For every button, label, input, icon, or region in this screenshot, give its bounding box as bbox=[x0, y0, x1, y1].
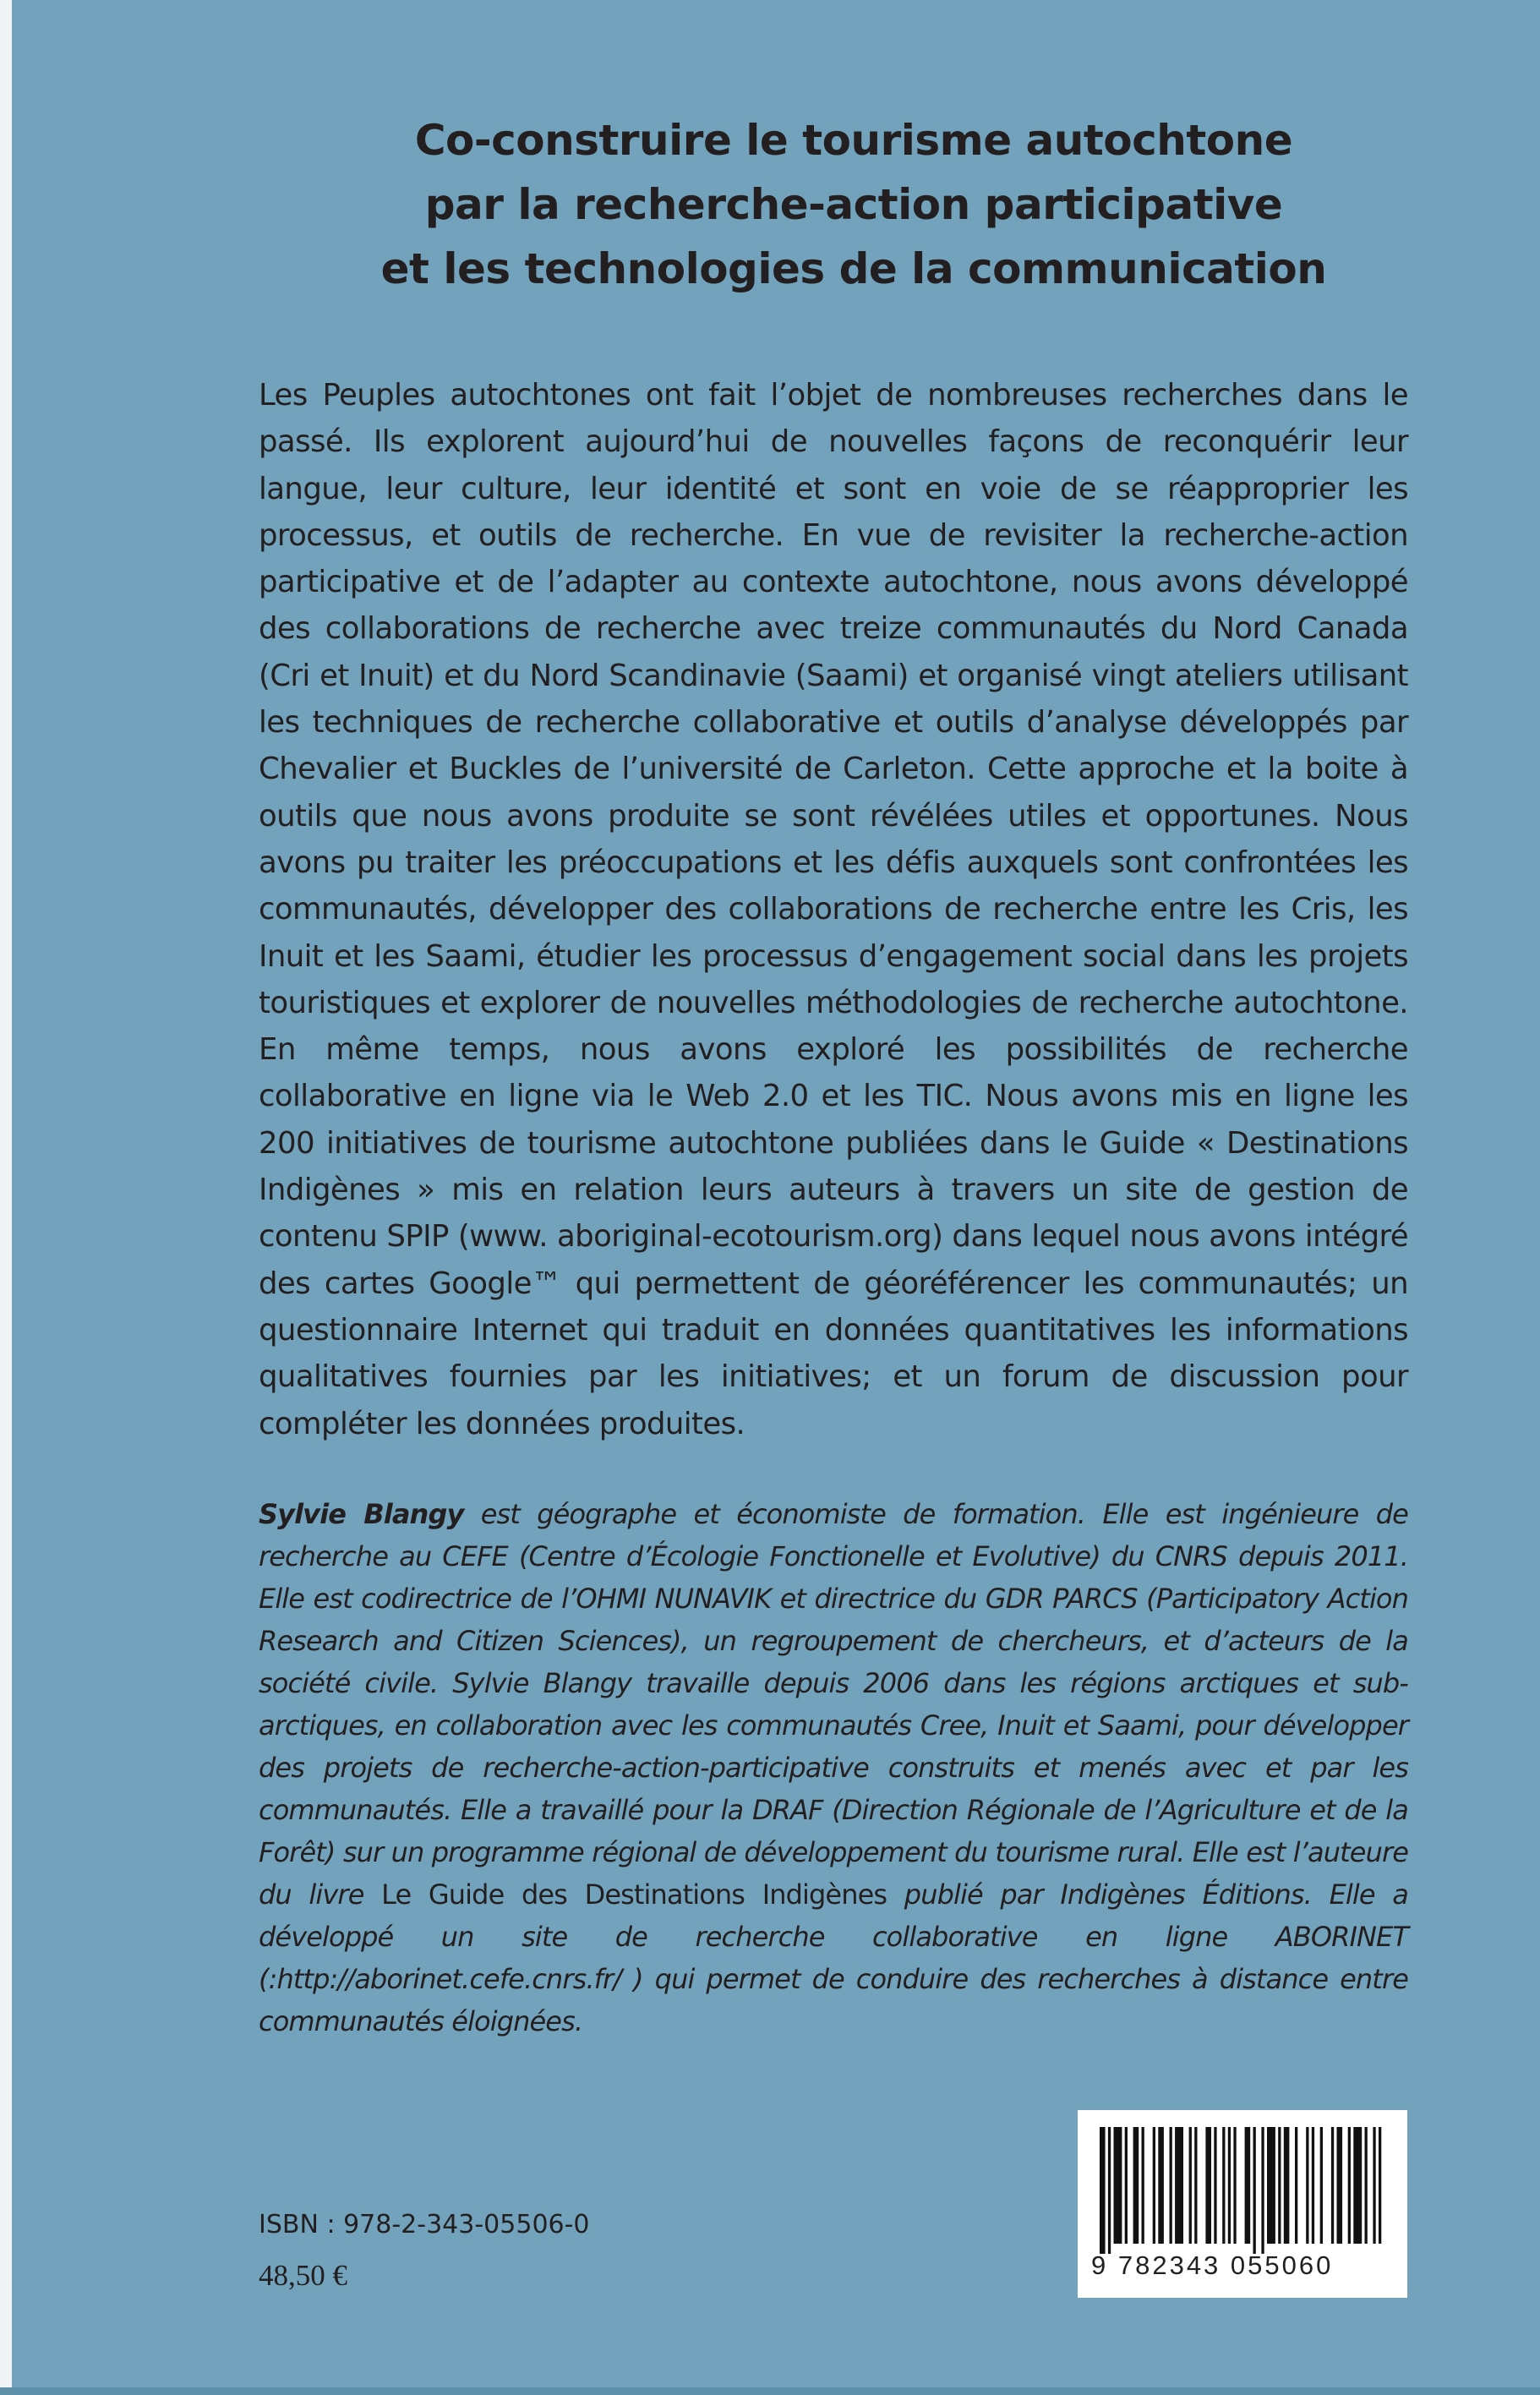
book-title bbox=[254, 108, 1454, 301]
isbn-label: ISBN : 978-2-343-05506-0 bbox=[259, 2210, 590, 2239]
summary-paragraph: Les Peuples autochtones ont fait l’objet de nombreuses recherches dans le passé. Ils explorent aujourd’hui de nouvelles façons de reconquérir leur langue, leur culture, leur identité et sont en voie de se réapproprier les processus, et outils de recherche. En vue de revisiter la recherche-action participative et de l’adapter au contexte autochtone, nous avons développé des collaborations de recherche avec treize communautés du Nord Canada (Cri et Inuit) et du Nord Scandinavie (Saami) et organisé vingt ateliers utilisant les techniques de recherche collaborative et outils d’analyse développés par Chevalier et Buckles de l’université de Carleton. Cette approche et la boite à outils que nous avons produite se sont révélées utiles et opportunes. Nous avons pu traiter les préoccupations et les défis auxquels sont confrontées les communautés, développer des collaborations de recherche entre les Cris, les Inuit et les Saami, étudier les processus d’engagement social dans les projets touristiques et explorer de nouvelles méthodologies de recherche autochtone. En même temps, nous avons exploré les possibilités de recherche collaborative en ligne via le Web 2.0 et les TIC. Nous avons mis en ligne les 200 initiatives de tourisme autochtone publiées dans le Guide « Destinations Indigènes » mis en relation leurs auteurs à travers un site de gestion de contenu SPIP (www. aboriginal-ecotourism.org) dans lequel nous avons intégré des cartes Google™ qui permettent de géoréférencer les communautés; un questionnaire Internet qui traduit en données quantitatives les informations qualitatives fournies par les initiatives; et un forum de discussion pour compléter les données produites. bbox=[259, 378, 1408, 1441]
title-line-3: et les technologies de la communication bbox=[380, 244, 1327, 293]
left-edge-stripe bbox=[0, 0, 12, 2395]
title-line-1: Co-construire le tourisme autochtone bbox=[414, 116, 1293, 165]
barcode-bars bbox=[1095, 2127, 1390, 2254]
bio-text-2: publié par Indigènes Éditions. Elle a développé un site de recherche collaborative en ligne ABORINET (:http://aborinet.cefe.cnrs.fr/ ) qui permet de conduire des recherches à distance entre communautés éloignées. bbox=[259, 1878, 1408, 2037]
bio-book-title: Le Guide des Destinations Indigènes bbox=[381, 1878, 887, 1911]
bottom-edge bbox=[0, 2387, 1540, 2395]
bio-text-1: est géographe et économiste de formation. Elle est ingénieure de recherche au CEFE (Centre d’Écologie Fonctionelle et Evolutive) du CNRS depuis 2011. Elle est codirectrice de l’OHMI NUNAVIK et directrice du GDR PARCS (Participatory Action Research and Citizen Sciences), un regroupement de chercheurs, et d’acteurs de la société civile. Sylvie Blangy travaille depuis 2006 dans les régions arctiques et sub-arctiques, en collaboration avec les communautés Cree, Inuit et Saami, pour développer des projets de recherche-action-participative construits et menés avec et par les communautés. Elle a travaillé pour la DRAF (Direction Régionale de l’Agriculture et de la Forêt) sur un programme régional de développement du tourisme rural. Elle est l’auteure du livre bbox=[259, 1498, 1408, 1911]
author-name: Sylvie Blangy bbox=[259, 1498, 464, 1530]
title-line-2: par la recherche-action participative bbox=[424, 180, 1283, 229]
barcode-digits: 9 782343 055060 bbox=[1091, 2250, 1334, 2280]
author-bio bbox=[259, 1493, 1408, 2042]
barcode bbox=[1078, 2110, 1407, 2298]
price-label: 48,50 € bbox=[259, 2259, 347, 2292]
